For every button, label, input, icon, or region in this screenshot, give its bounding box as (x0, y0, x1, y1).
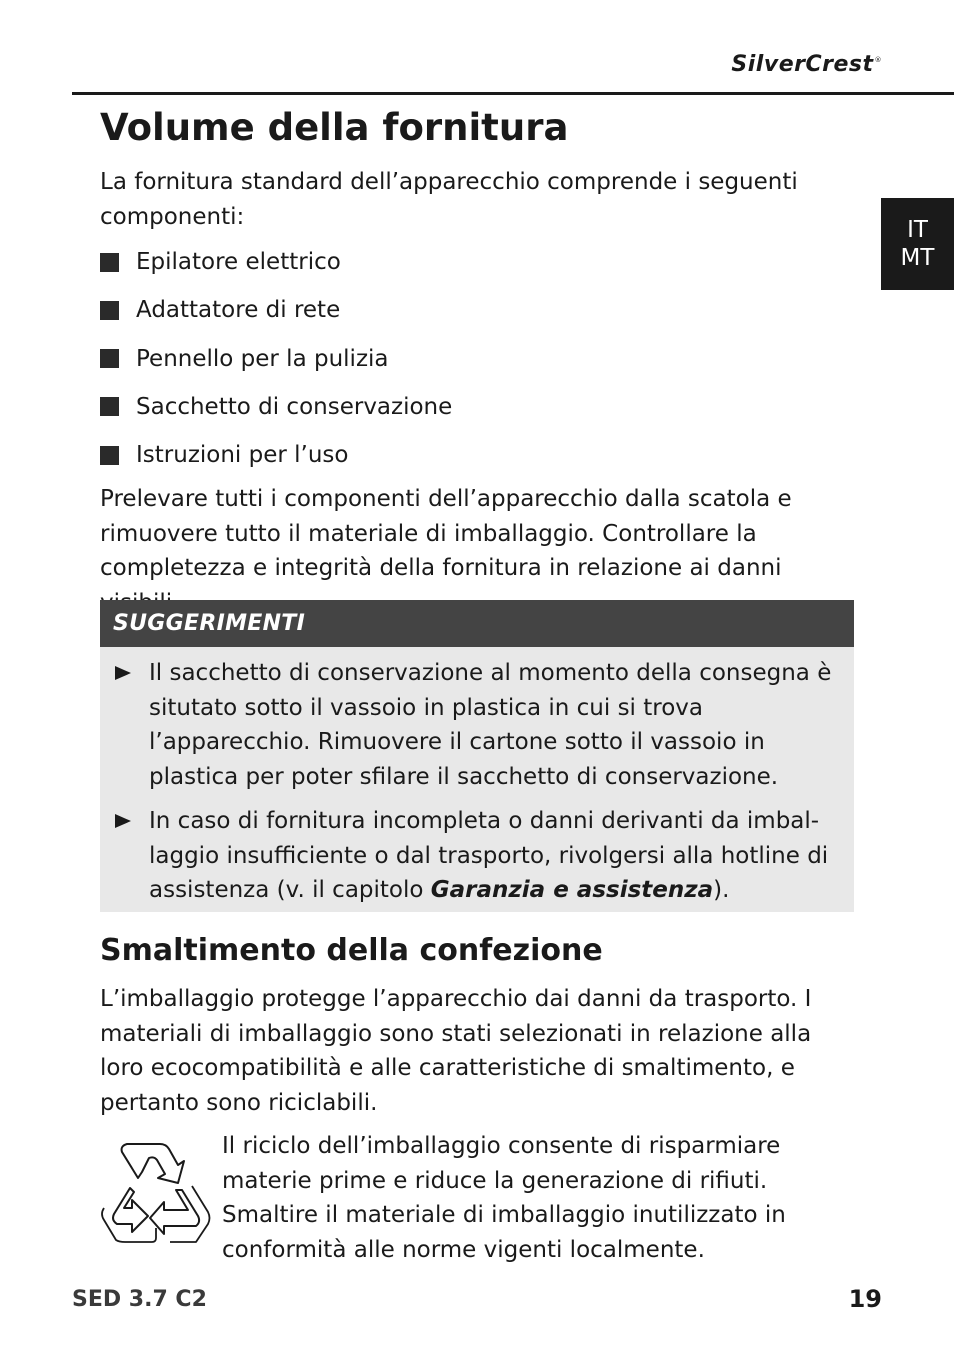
list-item-label: Sacchetto di conservazione (136, 393, 453, 420)
list-item-label: Adattatore di rete (136, 297, 341, 324)
recycle-paragraph: Il riciclo dell’imballaggio consente di risparmiare materie prime e riduce la generazione di rifiuti. Smaltire il materiale di imballaggio inutilizzato in conformità alle norme vigenti localmente. (222, 1133, 786, 1263)
section-title-disposal: Smaltimento della confezione (100, 933, 603, 968)
footer-model-number: SED 3.7 C2 (72, 1287, 207, 1312)
language-tab-mt: MT (900, 245, 935, 271)
list-item-label: Pennello per la pulizia (136, 345, 389, 372)
disposal-paragraph: L’imballaggio protegge l’apparecchio dai danni da trasporto. I materiali di imballaggio sono stati selezionati in relazione alla loro ecocompatibilità e alle caratteristiche di smaltimento, e pertanto sono riciclabili. (100, 986, 812, 1116)
list-item (100, 292, 840, 328)
registered-mark: ® (874, 56, 882, 64)
language-tab (881, 198, 954, 290)
bullet-square-icon (100, 253, 119, 272)
list-item (100, 341, 840, 377)
language-tab-it: IT (907, 217, 928, 243)
unpack-paragraph: Prelevare tutti i componenti dell’apparecchio dalla scatola e rimuovere tutto il materiale di imballaggio. Controllare la completezza e integrità della fornitura in relazione ai danni (100, 486, 792, 581)
tip-text: Il sacchetto di conservazione al momento della consegna è situtato sotto il vassoio in plastica in cui si trova l’apparecchio. Rimuovere il cartone sotto il vassoio in plastica per poter sfilare il sacchetto di conservazione. (149, 660, 832, 790)
bullet-square-icon (100, 349, 119, 368)
recycle-icon (100, 1138, 212, 1243)
brand-logo (731, 52, 882, 77)
list-item (100, 437, 840, 473)
tip-text-post: ). (713, 877, 730, 903)
arrow-right-icon (115, 814, 131, 828)
list-item-label: Epilatore elettrico (136, 249, 341, 275)
header-rule (72, 92, 954, 95)
list-item (100, 244, 840, 280)
bullet-square-icon (100, 397, 119, 416)
section-title-supply: Volume della fornitura (100, 106, 569, 149)
brand-name: SilverCrest (731, 52, 874, 77)
list-item (100, 389, 840, 425)
tip-text (149, 804, 839, 908)
supply-intro: La fornitura standard dell’apparecchio comprende i seguenti componenti: (100, 169, 798, 230)
arrow-right-icon (115, 666, 131, 680)
tip-text-pre: In caso di fornitura incompleta o danni derivanti da imballaggio insufficiente o dal trasporto, rivolgersi alla hotline di assistenza (v. il capitolo (149, 808, 829, 903)
bullet-square-icon (100, 301, 119, 320)
tips-heading: SUGGERIMENTI (100, 600, 854, 647)
supply-list (100, 244, 840, 485)
chapter-reference: Garanzia e assistenza (430, 877, 714, 903)
list-item-label: Istruzioni per l’uso (136, 442, 349, 469)
bullet-square-icon (100, 446, 119, 465)
page-number: 19 (848, 1285, 882, 1313)
